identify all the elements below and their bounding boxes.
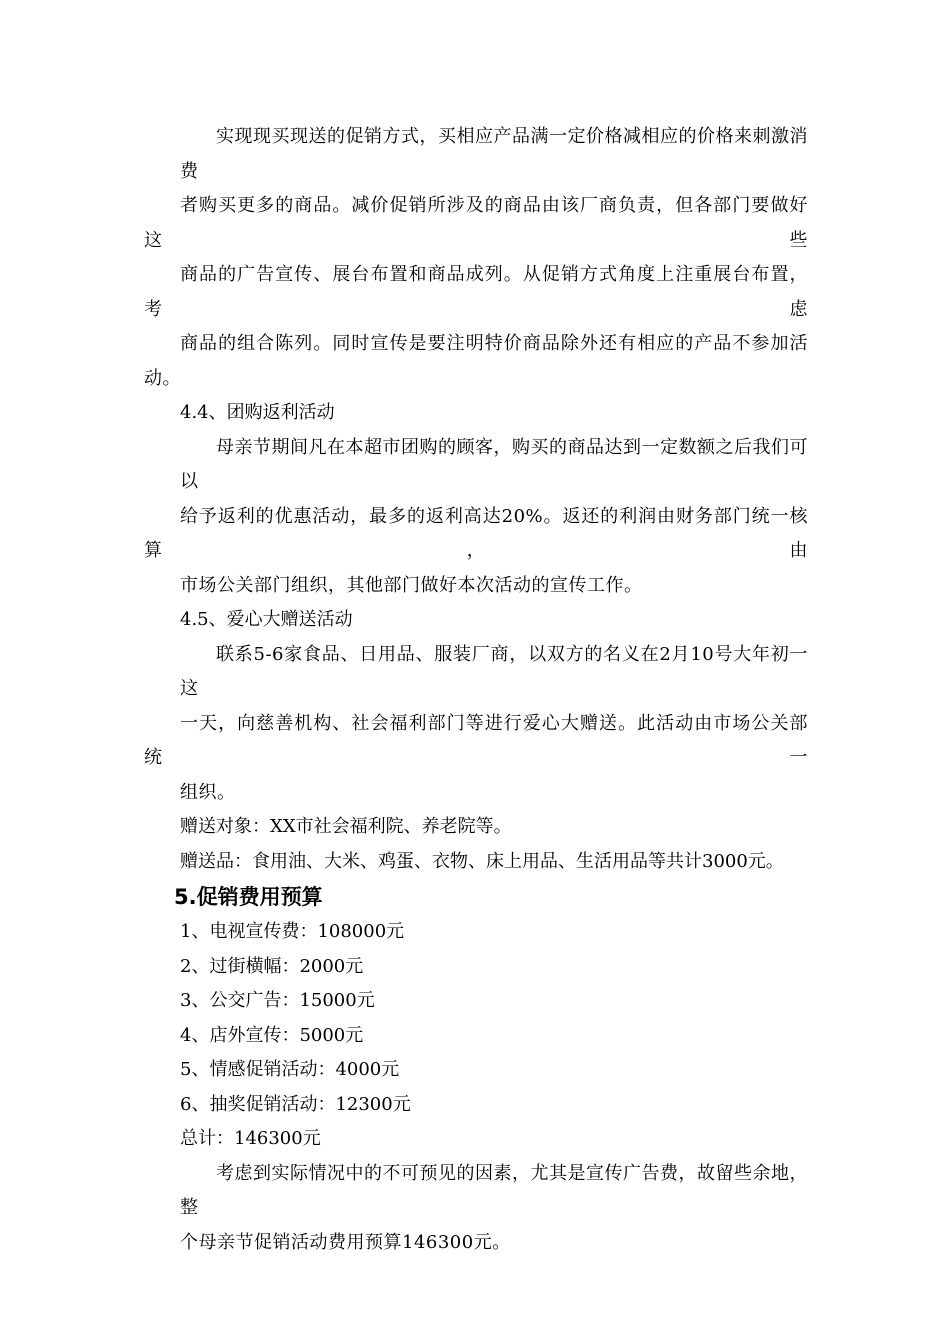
budget-item: 3、公交广告：15000元	[180, 990, 375, 1011]
text-line: 一天，向慈善机构、社会福利部门等进行爱心大赠送。此活动由市场公关部统一	[144, 712, 808, 768]
promotion-paragraph	[144, 120, 808, 396]
text-line: 组织。	[180, 781, 236, 803]
text-line: 商品的组合陈列。同时宣传是要注明特价商品除外还有相应的产品不参加活动。	[144, 333, 808, 389]
text-line: 市场公关部门组织，其他部门做好本次活动的宣传工作。	[180, 574, 643, 596]
document-page	[144, 120, 808, 1260]
text-line: 给予返利的优惠活动，最多的返利高达20%。返还的利润由财务部门统一核算，由	[144, 505, 808, 561]
text-line: 联系5-6家食品、日用品、服装厂商，以双方的名义在2月10号大年初一这	[180, 643, 808, 699]
budget-item: 4、店外宣传：5000元	[180, 1024, 364, 1046]
text-line: 者购买更多的商品。减价促销所涉及的商品由该厂商负责，但各部门要做好这些	[144, 195, 808, 251]
budget-note	[144, 1157, 808, 1261]
text-line: 实现现买现送的促销方式，买相应产品满一定价格减相应的价格来刺激消费	[180, 126, 808, 182]
donation-gifts: 赠送品：食用油、大米、鸡蛋、衣物、床上用品、生活用品等共计3000元。	[180, 850, 784, 872]
donation-recipients: 赠送对象：XX市社会福利院、养老院等。	[180, 816, 512, 837]
budget-list	[144, 915, 808, 1122]
group-buy-paragraph	[144, 431, 808, 604]
donation-paragraph	[144, 638, 808, 811]
budget-total: 总计：146300元	[180, 1128, 321, 1149]
text-line: 个母亲节促销活动费用预算146300元。	[180, 1231, 511, 1253]
budget-item: 2、过街横幅：2000元	[180, 955, 364, 977]
text-line: 母亲节期间凡在本超市团购的顾客，购买的商品达到一定数额之后我们可以	[180, 436, 808, 492]
section-4-4-title: 4.4、团购返利活动	[180, 402, 335, 423]
budget-item: 1、电视宣传费：108000元	[180, 921, 405, 942]
section-4-5-title: 4.5、爱心大赠送活动	[180, 609, 353, 630]
budget-item: 5、情感促销活动：4000元	[180, 1059, 400, 1080]
text-line: 考虑到实际情况中的不可预见的因素，尤其是宣传广告费，故留些余地，整	[180, 1162, 808, 1218]
text-line: 商品的广告宣传、展台布置和商品成列。从促销方式角度上注重展台布置，考虑	[144, 264, 808, 320]
budget-item: 6、抽奖促销活动：12300元	[180, 1093, 411, 1115]
budget-heading: 5.促销费用预算	[174, 885, 323, 909]
